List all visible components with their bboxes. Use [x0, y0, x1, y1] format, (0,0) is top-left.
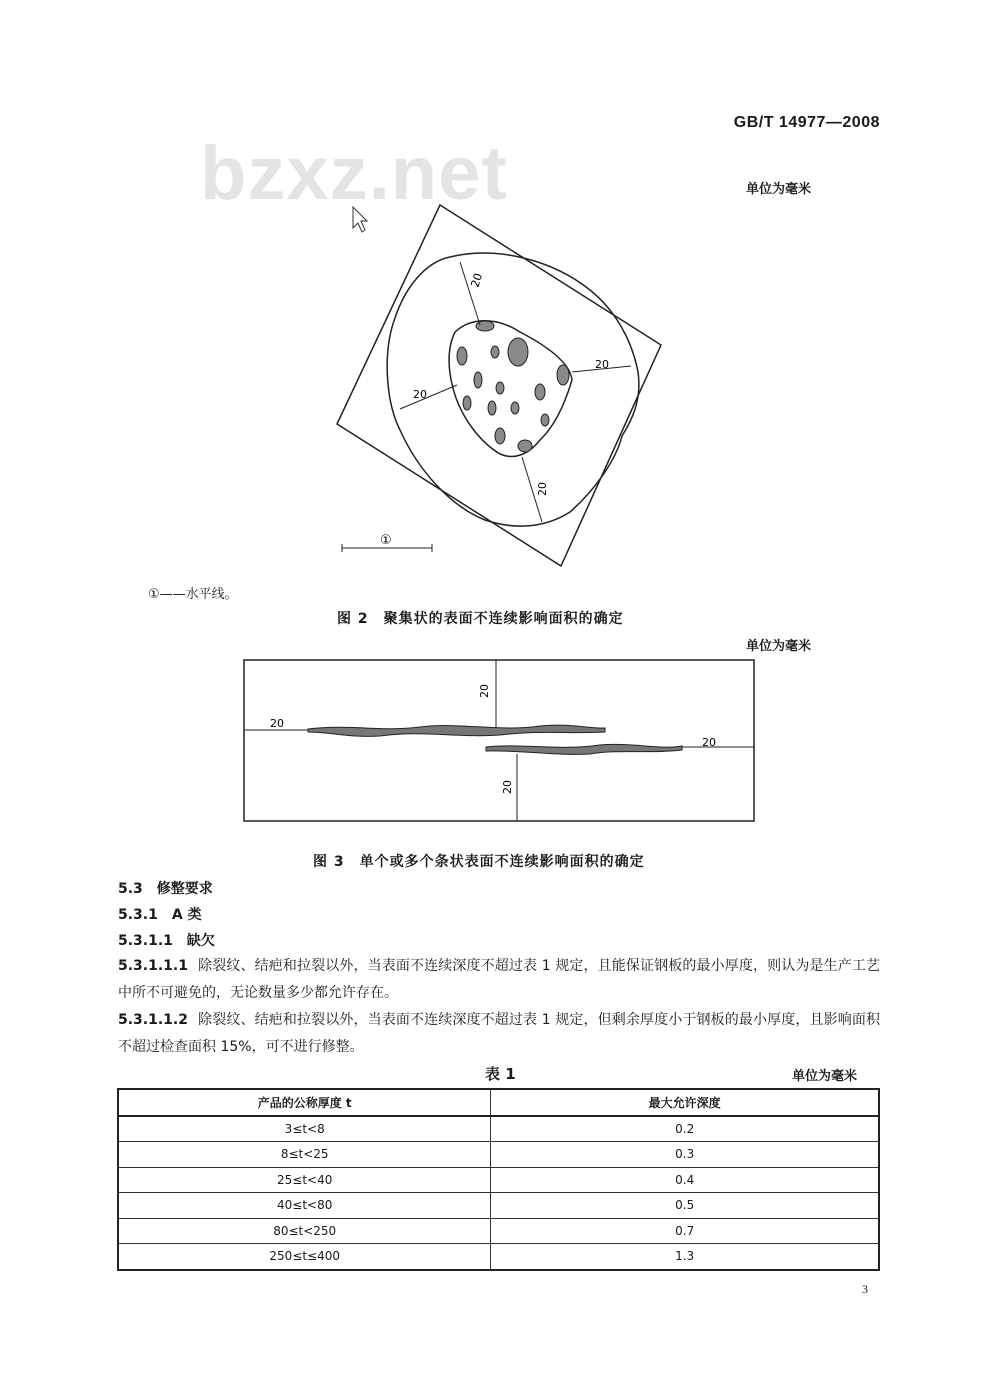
thickness-cell: 3≤t<8 — [118, 1116, 491, 1142]
thickness-cell: 250≤t≤400 — [118, 1244, 491, 1270]
paragraph-number: 5.3.1.1.2 — [118, 1012, 188, 1028]
paragraph-number: 5.3.1.1.1 — [118, 958, 188, 974]
thickness-cell: 8≤t<25 — [118, 1142, 491, 1168]
fig3-dim-right: 20 — [702, 736, 716, 749]
figure3-caption: 图 3 单个或多个条状表面不连续影响面积的确定 — [313, 854, 645, 870]
paragraph-text: 除裂纹、结疤和拉裂以外，当表面不连续深度不超过表 1 规定，但剩余厚度小于钢板的最小厚度，且影响面积不超过检查面积 15%，可不进行修整。 — [118, 1012, 880, 1055]
paragraph-text: 除裂纹、结疤和拉裂以外，当表面不连续深度不超过表 1 规定，且能保证钢板的最小厚度，则认为是生产工艺中所不可避免的，无论数量多少都允许存在。 — [118, 958, 880, 1001]
cursor-icon — [353, 207, 367, 232]
table-header-row — [118, 1089, 879, 1116]
standard-code: GB/T 14977—2008 — [733, 114, 880, 131]
section-5-3-1: 5.3.1 A 类 — [118, 907, 202, 923]
depth-cell: 0.5 — [491, 1193, 879, 1219]
depth-cell: 1.3 — [491, 1244, 879, 1270]
header-thickness: 产品的公称厚度 t — [118, 1089, 491, 1116]
thickness-cell: 40≤t<80 — [118, 1193, 491, 1219]
defect-strip-1 — [308, 725, 605, 736]
table-row — [118, 1193, 879, 1219]
thickness-cell: 80≤t<250 — [118, 1218, 491, 1244]
defect-spots — [457, 321, 569, 452]
fig2-dim-right: 20 — [595, 358, 609, 371]
depth-cell: 0.3 — [491, 1142, 879, 1168]
table-row — [118, 1142, 879, 1168]
fig3-dim-bottom: 20 — [501, 780, 514, 794]
table-row — [118, 1116, 879, 1142]
paragraph-5-3-1-1-1 — [118, 953, 880, 1007]
depth-cell: 0.7 — [491, 1218, 879, 1244]
paragraph-5-3-1-1-2 — [118, 1007, 880, 1061]
table1-unit-note: 单位为毫米 — [792, 1069, 858, 1084]
depth-cell: 0.2 — [491, 1116, 879, 1142]
figure3-unit-note: 单位为毫米 — [746, 639, 812, 654]
thickness-cell: 25≤t<40 — [118, 1167, 491, 1193]
section-5-3: 5.3 修整要求 — [118, 881, 213, 897]
fig3-dim-top: 20 — [478, 684, 491, 698]
depth-cell: 0.4 — [491, 1167, 879, 1193]
figure3-diagram — [0, 650, 1000, 830]
figure2-diagram — [0, 0, 1000, 600]
figure2-caption: 图 2 聚集状的表面不连续影响面积的确定 — [337, 611, 624, 627]
horizontal-line-marker: ① — [380, 533, 392, 548]
fig2-dim-left: 20 — [413, 388, 427, 401]
table-row — [118, 1244, 879, 1270]
page-number: 3 — [862, 1282, 868, 1296]
figure2-unit-note: 单位为毫米 — [746, 182, 812, 197]
table-row — [118, 1167, 879, 1193]
table-row — [118, 1218, 879, 1244]
table1 — [117, 1088, 880, 1271]
defect-cluster-outline — [449, 321, 572, 457]
watermark: bzxz.net — [200, 131, 508, 216]
fig2-dim-bottom: 20 — [536, 482, 549, 496]
fig3-dim-left: 20 — [270, 717, 284, 730]
fig2-dim-top: 20 — [468, 271, 486, 289]
header-max-depth: 最大允许深度 — [491, 1089, 879, 1116]
defect-strip-2 — [486, 744, 682, 754]
figure2-legend: ①——水平线。 — [148, 587, 238, 602]
fig3-dimension-lines — [244, 660, 754, 821]
figure3-frame — [244, 660, 754, 821]
section-5-3-1-1: 5.3.1.1 缺欠 — [118, 933, 215, 949]
table1-title: 表 1 — [485, 1065, 516, 1083]
